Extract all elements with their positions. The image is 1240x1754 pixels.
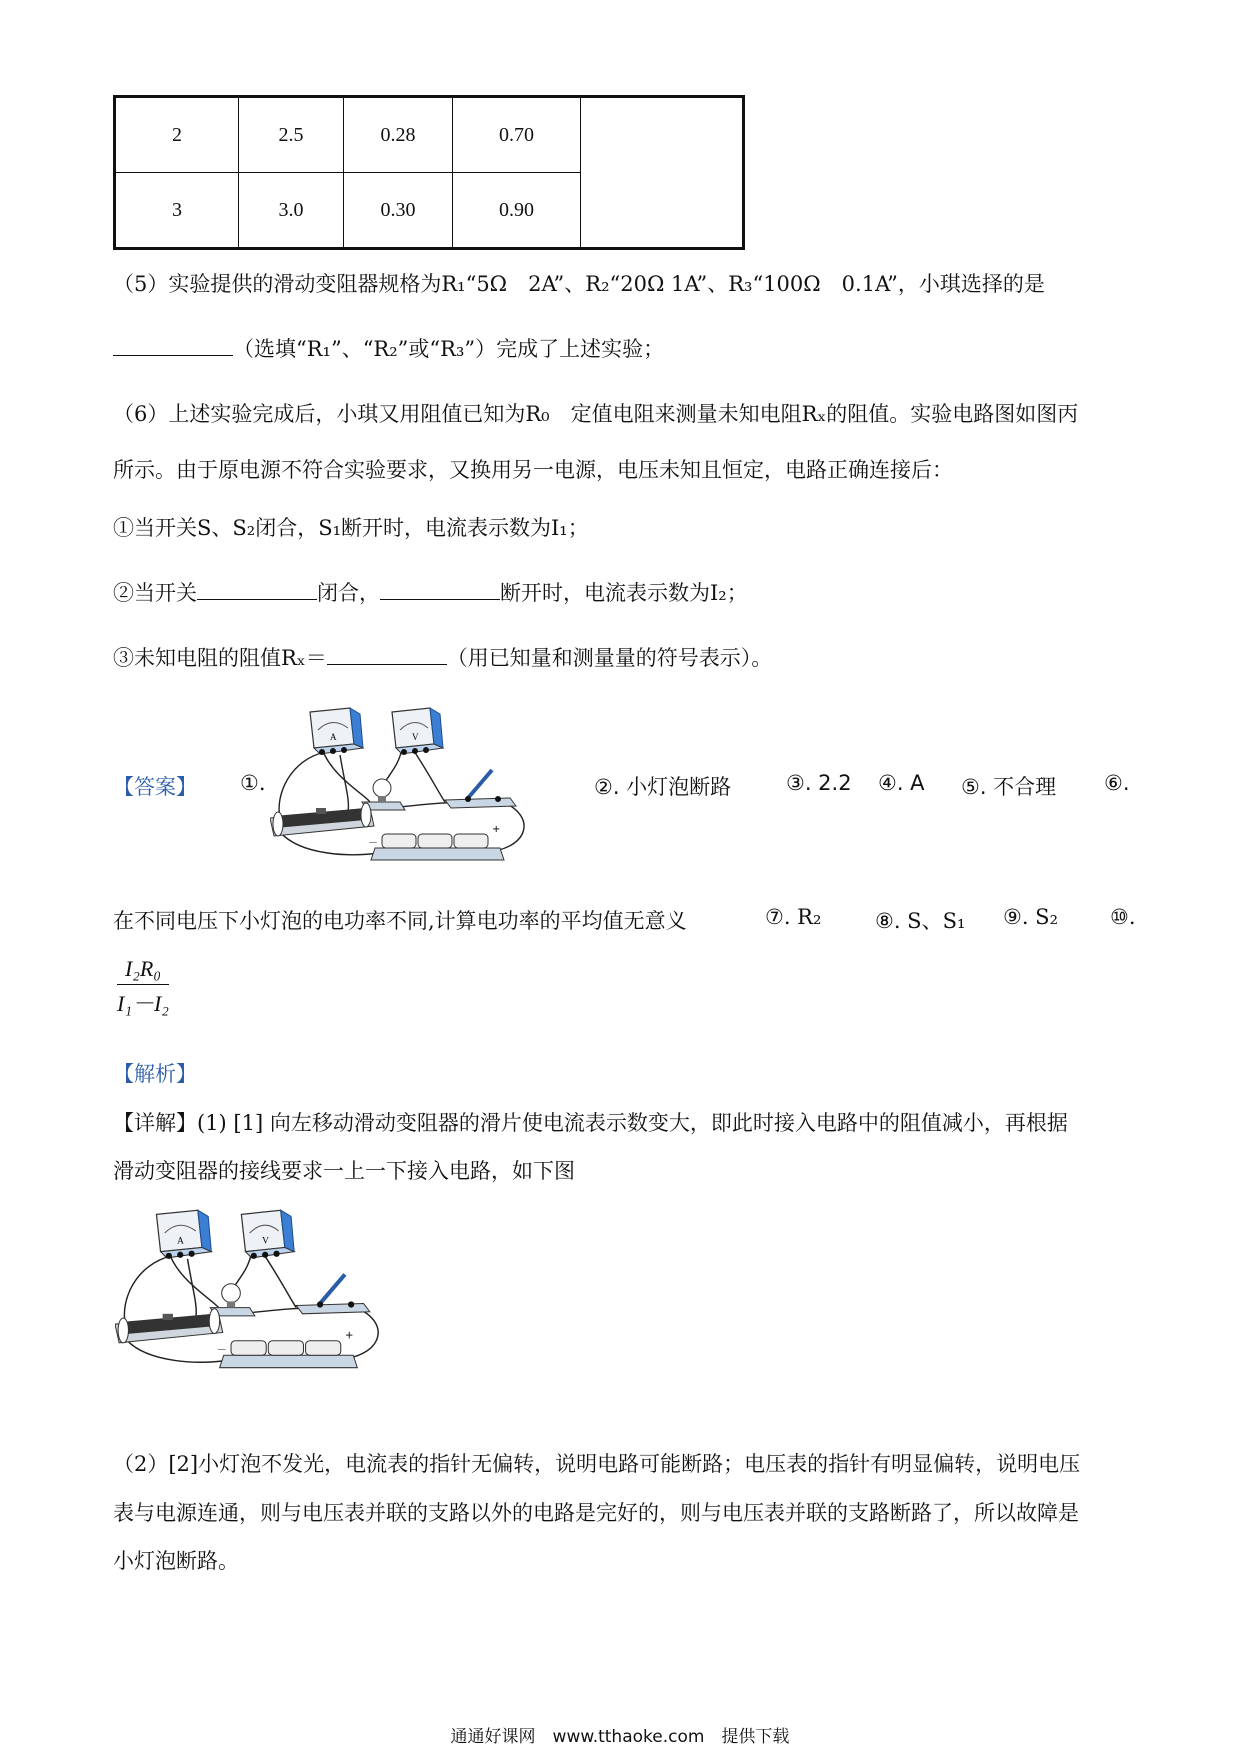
answer-tag: 【答案】 [113,775,197,799]
q6-step2-a: ②当开关 [113,581,197,605]
table-cell: 0.30 [344,173,453,249]
answer-fraction [117,956,169,1018]
ammeter-label: A [177,1236,184,1247]
table-cell: 3 [115,173,239,249]
q5-line2 [113,333,664,363]
answer-6: ⑥. [1104,771,1130,795]
table-cell: 2.5 [239,97,344,173]
ammeter-label: A [330,732,337,742]
switch [296,1274,370,1313]
table-cell: 0.90 [453,173,581,249]
answer-3: ③. 2.2 [786,771,852,795]
answer-2: ②. 小灯泡断路 [594,775,732,799]
answer-8: ⑧. S、S₁ [875,909,966,933]
answer-9: ⑨. S₂ [1003,905,1058,929]
ammeter [310,708,363,755]
answer-blank[interactable] [197,577,317,600]
table-cell: 0.28 [344,97,453,173]
table-row [115,97,744,173]
voltmeter [241,1210,294,1259]
q6-step3-a: ③未知电阻的阻值Rₓ＝ [113,646,327,670]
answer-4: ④. A [878,771,925,795]
q6-step2 [113,577,748,607]
p2-line2: 表与电源连通，则与电压表并联的支路以外的电路是完好的，则与电压表并联的支路断路了，所以故障是 [113,1501,1079,1525]
analysis-tag: 【解析】 [113,1062,197,1086]
voltmeter-label: V [412,732,419,742]
voltmeter [392,708,443,755]
data-table [113,95,745,250]
p2-line3: 小灯泡断路。 [113,1549,239,1573]
answer-10: ⑩. [1110,905,1136,929]
p2-line1: （2）[2]小灯泡不发光，电流表的指针无偏转，说明电路可能断路；电压表的指针有明显偏转，说明电压 [113,1452,1081,1476]
q6-step3 [113,642,772,672]
circuit-diagram-answer [270,700,550,870]
answer-blank[interactable] [327,642,447,665]
rheostat [270,803,374,836]
q6-line1: （6）上述实验完成后，小琪又用阻值已知为R₀ 定值电阻来测量未知电阻Rₓ的阻值。实验电路图如图丙 [113,402,1079,426]
table-cell: 3.0 [239,173,344,249]
page-footer: 通通好课网 www.tthaoke.com 提供下载 [450,1727,790,1747]
detail-line2: 滑动变阻器的接线要求一上一下接入电路，如下图 [113,1159,575,1183]
q6-step2-b: 闭合， [317,581,380,605]
q5-line2-text: （选填“R₁”、“R₂”或“R₃”）完成了上述实验； [233,337,665,361]
switch [445,770,516,808]
table-cell: 0.70 [453,97,581,173]
q6-step3-b: （用已知量和测量量的符号表示）。 [446,646,773,670]
battery-minus: － [368,838,378,849]
table-cell: 2 [115,97,239,173]
answer-blank[interactable] [113,333,233,356]
battery-minus: － [216,1344,227,1357]
q5-line1: （5）实验提供的滑动变阻器规格为R₁“5Ω 2A”、R₂“20Ω 1A”、R₃“100Ω 0.1A”，小琪选择的是 [113,272,1045,296]
q6-line2: 所示。由于原电源不符合实验要求，又换用另一电源，电压未知且恒定，电路正确连接后： [113,458,953,482]
table-cell [581,97,744,249]
fraction-numerator: I₂R₀ [117,956,169,985]
voltmeter-label: V [262,1236,269,1247]
answer-1: ①. [240,771,266,795]
detail-line1: 【详解】(1) [1] 向左移动滑动变阻器的滑片使电流表示数变大，即此时接入电路中的阻值减小，再根据 [113,1111,1068,1135]
battery-plus: + [492,824,501,835]
answer-blank[interactable] [380,577,500,600]
rheostat [115,1309,223,1343]
circuit-diagram-analysis [115,1195,405,1385]
battery-holder [368,824,504,860]
answer-5: ⑤. 不合理 [961,775,1057,799]
battery-holder [217,1330,358,1368]
q6-step2-c: 断开时，电流表示数为I₂； [500,581,748,605]
answer-6-text: 在不同电压下小灯泡的电功率不同,计算电功率的平均值无意义 [113,909,687,933]
battery-plus: + [344,1329,354,1342]
answer-7: ⑦. R₂ [765,905,822,929]
ammeter [156,1210,211,1259]
fraction-denominator: I₁－I₂ [117,991,169,1016]
q6-step1: ①当开关S、S₂闭合，S₁断开时，电流表示数为I₁； [113,516,589,540]
